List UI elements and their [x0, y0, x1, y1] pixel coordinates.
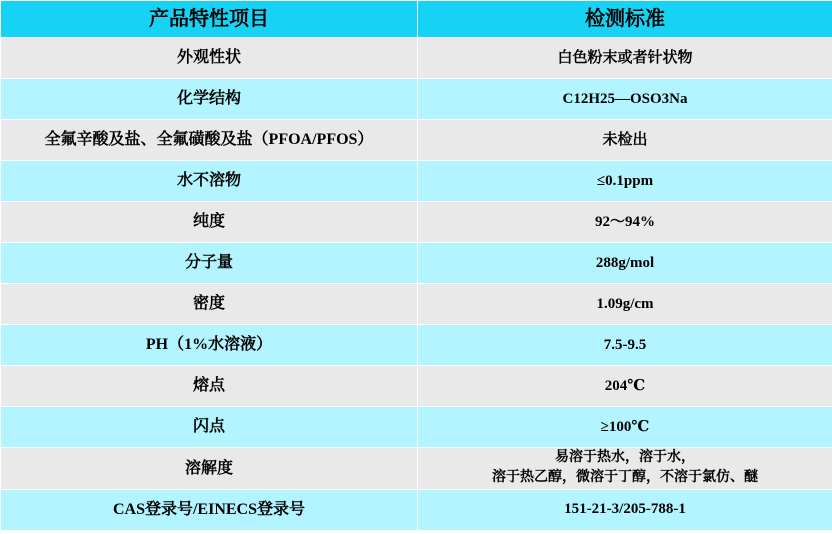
table-header [1, 1, 832, 38]
header-row [1, 1, 832, 38]
row-item-label: 全氟辛酸及盐、全氟磺酸及盐（PFOA/PFOS） [1, 120, 418, 161]
row-item-value-multiline [418, 448, 832, 489]
table-row [1, 120, 832, 161]
row-item-value: 未检出 [418, 120, 832, 161]
row-item-value [418, 448, 832, 490]
table-row [1, 202, 832, 243]
row-item-value: 288g/mol [418, 243, 832, 284]
table-row [1, 161, 832, 202]
row-item-value-line1: 易溶于热水，溶于水， [555, 450, 695, 465]
table-row [1, 38, 832, 79]
row-item-label: 溶解度 [1, 448, 418, 490]
row-item-label: 化学结构 [1, 79, 418, 120]
row-item-value: ≥100℃ [418, 407, 832, 448]
column-header-standard: 检测标准 [418, 1, 832, 38]
row-item-value: 92～94% [418, 202, 832, 243]
table-row [1, 366, 832, 407]
row-item-label: 分子量 [1, 243, 418, 284]
row-item-label: 水不溶物 [1, 161, 418, 202]
row-item-label: 外观性状 [1, 38, 418, 79]
table-row [1, 407, 832, 448]
row-item-label: CAS登录号/EINECS登录号 [1, 489, 418, 530]
row-item-value: 7.5-9.5 [418, 325, 832, 366]
row-item-value: 204℃ [418, 366, 832, 407]
row-item-label: 密度 [1, 284, 418, 325]
row-item-label: 熔点 [1, 366, 418, 407]
row-item-value: ≤0.1ppm [418, 161, 832, 202]
table-body [1, 38, 832, 531]
row-item-value: 1.09g/cm [418, 284, 832, 325]
table-row [1, 448, 832, 490]
row-item-label: 纯度 [1, 202, 418, 243]
row-item-value-line2: 溶于热乙醇，微溶于丁醇，不溶于氯仿、醚 [492, 470, 758, 486]
table-row [1, 489, 832, 530]
table-row [1, 243, 832, 284]
row-item-label: 闪点 [1, 407, 418, 448]
column-header-item: 产品特性项目 [1, 1, 418, 38]
table-row [1, 284, 832, 325]
table-row [1, 325, 832, 366]
table-row [1, 79, 832, 120]
row-item-value: C12H25—OSO3Na [418, 79, 832, 120]
row-item-value: 151-21-3/205-788-1 [418, 489, 832, 530]
row-item-value: 白色粉末或者针状物 [418, 38, 832, 79]
row-item-label: PH（1%水溶液） [1, 325, 418, 366]
